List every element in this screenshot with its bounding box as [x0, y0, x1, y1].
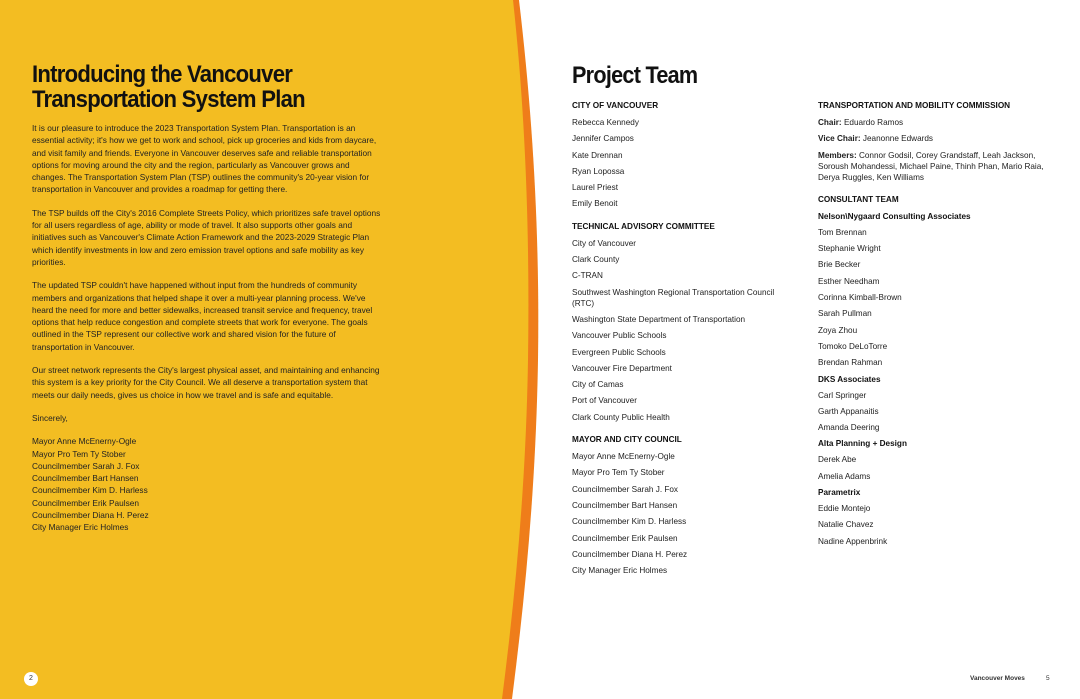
- list-item: Eddie Montejo: [818, 504, 871, 514]
- list-item: Evergreen Public Schools: [572, 347, 666, 357]
- list-item: Tomoko DeLoTorre: [818, 341, 888, 351]
- list-item: Washington State Department of Transportation: [572, 314, 746, 324]
- list-item: Kate Drennan: [572, 150, 623, 160]
- chair-label: Chair:: [818, 118, 842, 127]
- list-item: Stephanie Wright: [818, 244, 881, 254]
- vice-chair-value: Jeanonne Edwards: [862, 134, 934, 144]
- signature-line: Councilmember Erik Paulsen: [32, 497, 139, 508]
- city-section-title: CITY OF VANCOUVER: [572, 101, 659, 110]
- signature-line: Councilmember Bart Hansen: [32, 473, 139, 484]
- commission-section-title: TRANSPORTATION AND MOBILITY COMMISSION: [818, 101, 1011, 110]
- list-item: Mayor Pro Tem Ty Stober: [572, 468, 665, 478]
- list-item: Brie Becker: [818, 260, 861, 270]
- signature-line: Mayor Anne McEnerny-Ogle: [32, 436, 137, 447]
- list-item: Sarah Pullman: [818, 309, 872, 319]
- sincerely-text: Sincerely,: [32, 412, 68, 423]
- commission-members: [818, 150, 1058, 183]
- list-item: Garth Appanaitis: [818, 406, 879, 416]
- intro-paragraph-1: It is our pleasure to introduce the 2023 Transportation System Plan. Transportation is an essential activity; it's how we get to work and school, pick up groceries and kids from daycare, and visit family and friends. Everyone in Vancouver deserves safe and reliable transportation options for moving around the city and the region, particularly as Vancouver grows and changes. The Transportation System Plan (TSP) outlines the community's 20-year vision for transportation in Vancouver and provides a roadmap for getting there.: [32, 123, 377, 195]
- list-item: City of Camas: [572, 380, 624, 390]
- list-item: Councilmember Diana H. Perez: [572, 549, 688, 559]
- list-item: Amelia Adams: [818, 471, 871, 481]
- intro-title: [32, 62, 382, 112]
- list-item: Jennifer Campos: [572, 134, 634, 144]
- list-item: Esther Needham: [818, 276, 880, 286]
- project-team-section: [572, 62, 1044, 576]
- footer-brand: Vancouver Moves: [970, 675, 1025, 682]
- list-item: Clark County: [572, 255, 620, 265]
- signature-line: Councilmember Kim D. Harless: [32, 485, 148, 496]
- list-item: Councilmember Erik Paulsen: [572, 533, 678, 543]
- tac-section-title: TECHNICAL ADVISORY COMMITTEE: [572, 221, 715, 231]
- consultant-section-title: CONSULTANT TEAM: [818, 194, 899, 204]
- list-item: Corinna Kimball-Brown: [818, 293, 902, 303]
- members-value: Connor Godsil, Corey Grandstaff, Leah Jackson, Soroush Mohandessi, Michael Paine, Thinh Phan, Mario Raia, Derya Ruggles, Ken Williams: [818, 150, 1044, 182]
- list-item: Ryan Lopossa: [572, 166, 625, 176]
- list-item: Southwest Washington Regional Transportation Council (RTC): [572, 287, 775, 308]
- signature-line: City Manager Eric Holmes: [32, 522, 129, 533]
- list-item: Nadine Appenbrink: [818, 536, 888, 546]
- intro-section: [32, 62, 384, 534]
- intro-paragraph-3: The updated TSP couldn't have happened without input from the hundreds of community members and organizations that helped shape it over a multi-year planning process. We've heard the need for more and better sidewalks, increased transit service and frequency, travel options that help reduce congestion and complete streets that work for everyone. The goals outlined in the TSP represent our collective work and shared vision for the future of transportation in Vancouver.: [32, 280, 373, 352]
- list-item: C-TRAN: [572, 271, 603, 281]
- intro-paragraph-4: Our street network represents the City's largest physical asset, and maintaining and enhancing this system is a key priority for the City Council. We all deserve a transportation system that meets our daily needs, gives us choice in how we travel and is safe and equitable.: [32, 365, 380, 400]
- page-number-left: 2: [24, 672, 38, 686]
- commission-vice-chair: [818, 133, 1058, 144]
- list-item: Brendan Rahman: [818, 358, 883, 368]
- intro-title-line1: Introducing the Vancouver: [32, 61, 293, 88]
- list-item: City of Vancouver: [572, 238, 637, 248]
- chair-value: Eduardo Ramos: [843, 118, 904, 127]
- intro-paragraph-2: The TSP builds off the City's 2016 Complete Streets Policy, which prioritizes safe travel options for all users regardless of age, ability or mode of travel. It also supports other goals and initiatives such as Vancouver's Climate Action Framework and the 2023-2029 Strategic Plan which identify investments in low and zero emission travel options and safe mobility as key priorities.: [32, 207, 381, 267]
- vice-chair-label: Vice Chair:: [818, 134, 861, 144]
- list-item: Clark County Public Health: [572, 412, 670, 422]
- commission-chair: [818, 117, 1058, 128]
- list-item: Tom Brennan: [818, 227, 867, 237]
- list-item: Vancouver Fire Department: [572, 363, 672, 373]
- list-item: Councilmember Sarah J. Fox: [572, 484, 679, 494]
- list-item: Councilmember Kim D. Harless: [572, 517, 687, 527]
- page-number-right: 5: [1046, 675, 1050, 682]
- project-team-column-2: [818, 100, 1058, 552]
- list-item: Councilmember Bart Hansen: [572, 500, 678, 510]
- list-item: Port of Vancouver: [572, 396, 637, 406]
- list-item: Mayor Anne McEnerny-Ogle: [572, 452, 675, 462]
- consultant-group-title: Nelson\Nygaard Consulting Associates: [818, 211, 971, 221]
- project-team-column-1: [572, 100, 797, 581]
- list-item: Laurel Priest: [572, 183, 618, 193]
- signature-line: Councilmember Diana H. Perez: [32, 510, 149, 521]
- consultant-group-title: DKS Associates: [818, 374, 881, 384]
- list-item: Vancouver Public Schools: [572, 331, 667, 341]
- list-item: City Manager Eric Holmes: [572, 566, 668, 576]
- intro-title-line2: Transportation System Plan: [32, 86, 305, 113]
- list-item: Amanda Deering: [818, 423, 880, 433]
- list-item: Rebecca Kennedy: [572, 118, 639, 127]
- council-section-title: MAYOR AND CITY COUNCIL: [572, 435, 682, 445]
- signature-line: Councilmember Sarah J. Fox: [32, 460, 140, 471]
- members-label: Members:: [818, 150, 857, 160]
- consultant-group-title: Alta Planning + Design: [818, 439, 907, 449]
- signature-list: [32, 435, 384, 533]
- list-item: Emily Benoit: [572, 199, 618, 209]
- signature-line: Mayor Pro Tem Ty Stober: [32, 448, 126, 459]
- list-item: Derek Abe: [818, 455, 857, 465]
- list-item: Natalie Chavez: [818, 520, 874, 530]
- list-item: Zoya Zhou: [818, 325, 858, 335]
- project-team-title: Project Team: [572, 62, 698, 89]
- consultant-group-title: Parametrix: [818, 488, 861, 498]
- list-item: Carl Springer: [818, 390, 867, 400]
